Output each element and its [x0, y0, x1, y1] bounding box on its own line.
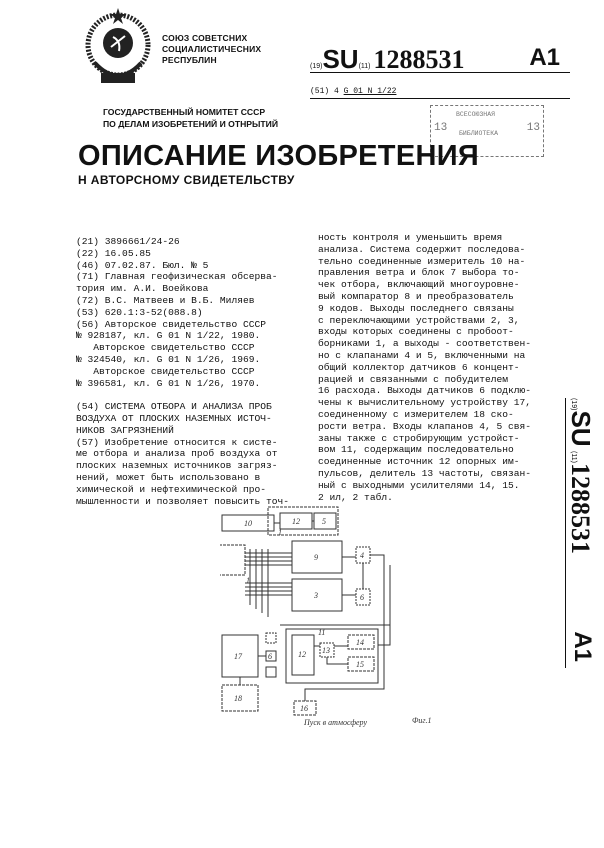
text-line: чены к вычислительному устройству 17,: [318, 397, 532, 409]
text-line: № 396581, кл. G 01 N 1/26, 1970.: [76, 377, 261, 389]
stamp-line: БИБЛИОТЕКА: [459, 130, 499, 137]
block-label: 6: [360, 593, 364, 602]
text-line: НИКОВ ЗАГРЯЗНЕНИЙ: [76, 424, 174, 436]
block-label: 9: [314, 553, 318, 562]
text-line: рацией и связанными с побудителем: [318, 373, 508, 385]
right-column: [318, 232, 531, 503]
code-19: (19): [570, 398, 577, 411]
code-19: (19): [310, 63, 323, 70]
ussr-line: РЕСПУБЛИН: [162, 55, 217, 65]
block-label: 4: [360, 551, 364, 560]
text-line: соединенному с измерителем 18 ско-: [318, 408, 514, 420]
text-line: правления ветра и блок 7 выбора то-: [318, 267, 520, 279]
committee-line: ПО ДЕЛАМ ИЗОБРЕТЕНИЙ И ОТНРЫТИЙ: [103, 119, 279, 129]
text-line: соединенные источник 12 опорных им-: [318, 456, 520, 468]
text-line: (46) 07.02.87. Бюл. № 5: [76, 259, 209, 271]
text-line: Авторское свидетельство СССР: [76, 365, 255, 377]
block-label: 6: [268, 652, 272, 661]
block-1-left: [220, 545, 245, 575]
ussr-line: СОЦИАЛИСТИЧЕСНИХ: [162, 44, 262, 54]
text-line: но с клапанами 4 и 5, включенными на: [318, 349, 526, 361]
text-line: пульсов, делитель 13 частоты, связан-: [318, 467, 532, 479]
kind-code: A1: [569, 631, 596, 662]
ussr-line: СОЮЗ СОВЕТСНИХ: [162, 33, 248, 43]
patent-number: 1288531: [566, 462, 595, 554]
text-line: чек отбора, включающий многоуровне-: [318, 279, 520, 291]
document-subtitle: Н АВТОРСНОМУ СВИДЕТЕЛЬСТВУ: [78, 173, 295, 187]
document-title: ОПИСАНИЕ ИЗОБРЕТЕНИЯ: [78, 140, 479, 172]
block-label: 16: [300, 704, 308, 713]
text-line: мышленности и позволяет повысить точ-: [76, 495, 290, 507]
block-diagram: [220, 505, 500, 730]
country-code: SU: [322, 44, 359, 74]
text-line: плоских наземных источников загряз-: [76, 460, 278, 472]
ipc-value: G 01 N 1/22: [343, 87, 397, 96]
block-6a: [266, 633, 276, 643]
text-line: ВОЗДУХА ОТ ПЛОСКИХ НАЗЕМНЫХ ИСТОЧ-: [76, 412, 272, 424]
patent-number: 1288531: [373, 45, 465, 74]
text-line: вый компаратор 8 и преобразователь: [318, 290, 514, 302]
block-label: 12: [298, 650, 306, 659]
text-line: (57) Изобретение относится к систе-: [76, 436, 278, 448]
text-line: (53) 620.1:3-52(088.8): [76, 306, 203, 318]
text-line: 2 ил, 2 табл.: [318, 491, 393, 503]
block-label: 1: [278, 528, 282, 537]
block-label: 11: [318, 628, 326, 637]
code-11: (11): [358, 63, 371, 70]
text-line: Авторское свидетельство СССР: [76, 342, 255, 354]
vertical-publication-number: [566, 398, 596, 668]
text-line: 16 расхода. Выходы датчиков 6 подклю-: [318, 385, 532, 397]
committee-line: ГОСУДАРСТВЕННЫЙ НОМИТЕТ СССР: [103, 107, 266, 117]
block-6c: [266, 667, 276, 677]
block-label: 10: [244, 519, 252, 528]
text-line: (21) 3896661/24-26: [76, 236, 180, 247]
committee-heading: [103, 106, 278, 130]
ipc-classification: [310, 86, 570, 99]
block-label: 5: [322, 517, 326, 526]
ussr-emblem: [83, 3, 153, 91]
text-line: ный с выходными усилителями 14, 15.: [318, 479, 520, 491]
stamp-line: 13: [526, 122, 540, 134]
text-line: (71) Главная геофизическая обсерва-: [76, 271, 278, 283]
text-line: тория им. А.И. Воейкова: [76, 283, 209, 295]
figure-annotation: Пуск в атмосферу: [304, 718, 368, 727]
figure-caption: Фиг.1: [412, 716, 432, 725]
left-column: [76, 236, 289, 507]
text-line: тельно соединенные измеритель 10 на-: [318, 255, 526, 267]
code-11: (11): [570, 451, 577, 463]
block-label: 17: [234, 652, 242, 661]
text-line: (56) Авторское свидетельство СССР: [76, 318, 266, 330]
text-line: химической и нефтехимической про-: [76, 483, 266, 495]
kind-code: A1: [529, 44, 560, 71]
text-line: борниками 1, а выходы - соответствен-: [318, 338, 532, 350]
text-line: входы которых соединены с пробоот-: [318, 326, 514, 338]
text-line: нений, может быть использовано в: [76, 471, 261, 483]
block-label: 12: [292, 517, 300, 526]
text-line: вом 11, содержащим последовательно: [318, 444, 514, 456]
publication-number: [310, 44, 570, 73]
text-line: № 324540, кл. G 01 N 1/26, 1969.: [76, 353, 261, 365]
text-line: общий коллектор датчиков 6 концент-: [318, 361, 520, 373]
text-line: (54) СИСТЕМА ОТБОРА И АНАЛИЗА ПРОБ: [76, 401, 272, 413]
text-line: № 928187, кл. G 01 N 1/22, 1980.: [76, 330, 261, 342]
text-line: [76, 389, 289, 401]
text-line: с переключающими устройствами 2, 3,: [318, 314, 520, 326]
stamp-line: 13: [434, 122, 448, 134]
text-line: (22) 16.05.85: [76, 247, 151, 259]
text-line: заны также с стробирующим устройст-: [318, 432, 520, 444]
ipc-code: (51) 4: [310, 87, 339, 96]
block-label: 1: [246, 576, 250, 585]
text-line: анализа. Система содержит последова-: [318, 243, 526, 255]
text-line: рости ветра. Входы клапанов 4, 5 свя-: [318, 420, 532, 432]
country-code: SU: [566, 410, 596, 447]
text-line: ме отбора и анализа проб воздуха от: [76, 448, 278, 460]
block-label: 15: [356, 660, 364, 669]
block-label: 3: [314, 591, 318, 600]
text-line: (72) В.С. Матвеев и В.Б. Миляев: [76, 294, 255, 306]
text-line: 9 кодов. Выходы последнего связаны: [318, 302, 514, 314]
block-label: 13: [322, 646, 330, 655]
ussr-heading: [162, 33, 261, 66]
stamp-line: ВСЕСОЮЗНАЯ: [456, 111, 496, 118]
block-label: 14: [356, 638, 364, 647]
text-line: ность контроля и уменьшить время: [318, 232, 503, 243]
block-label: 18: [234, 694, 242, 703]
